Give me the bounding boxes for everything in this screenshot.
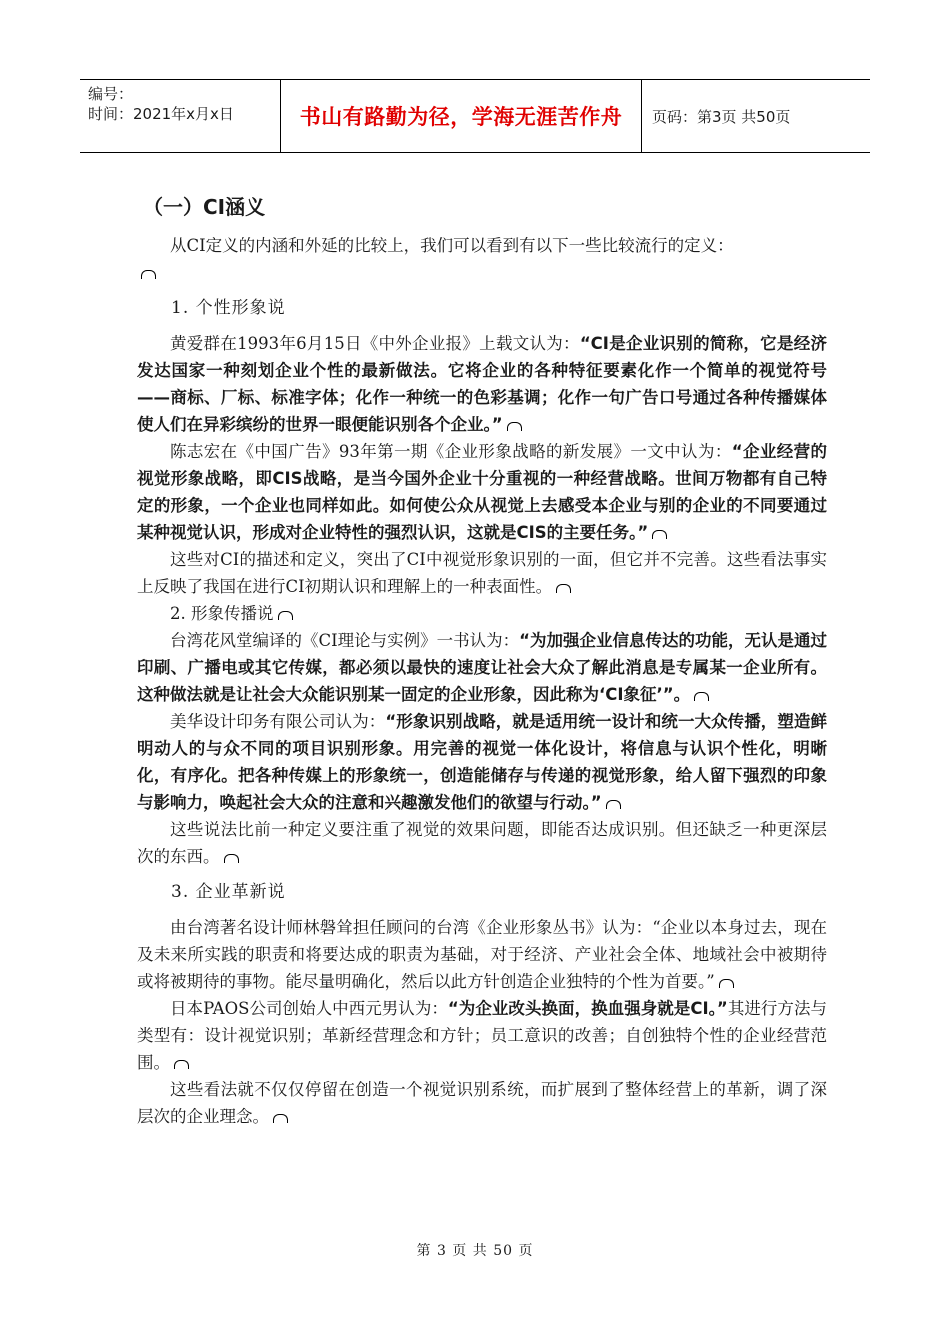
paragraph-mark-icon: [556, 584, 571, 593]
paragraph-5: [137, 708, 827, 816]
paragraph-1-quote: “CI是企业识别的简称，它是经济发达国家一种刻划企业个性的最新做法。它将企业的各种特征要素化作一个简单的视觉符号——商标、厂标、标准字体；化作一种统一的色彩基调；化作一句广告口号通过各种传播媒体使人们在异彩缤纷的世界一眼便能识别各个企业。”: [137, 334, 827, 434]
paragraph-2: [137, 438, 827, 546]
paragraph-mark-icon: [273, 1114, 288, 1123]
intro-text: 从CI定义的内涵和外延的比较上，我们可以看到有以下一些比较流行的定义：: [170, 236, 734, 255]
paragraph-3: [137, 546, 827, 600]
subsection-title-2-text: 2. 形象传播说: [170, 604, 274, 623]
paragraph-6: [137, 816, 827, 870]
intro-paragraph: [137, 232, 827, 259]
header-page-info: 页码：第3页 共50页: [652, 107, 791, 126]
paragraph-6-text: 这些说法比前一种定义要注重了视觉的效果问题，即能否达成识别。但还缺乏一种更深层次的东西。: [137, 820, 827, 866]
paragraph-8-quote: “为企业改头换面，换血强身就是CI。”: [447, 999, 728, 1018]
paragraph-9-text: 这些看法就不仅仅停留在创造一个视觉识别系统，而扩展到了整体经营上的革新，调了深层次的企业理念。: [137, 1080, 827, 1126]
paragraph-mark-icon: [141, 270, 156, 279]
paragraph-8: [137, 995, 827, 1076]
paragraph-mark-icon: [694, 692, 709, 701]
paragraph-mark-icon: [278, 611, 293, 620]
paragraph-mark-row: [137, 259, 827, 286]
header-meta: [80, 80, 280, 152]
time-label: 时间：2021年x月x日: [88, 105, 234, 123]
paragraph-2-quote: “企业经营的视觉形象战略，即CIS战略，是当今国外企业十分重视的一种经营战略。世间万物都有自己特定的形象，一个企业也同样如此。如何使公众从视觉上去感受本企业与别的企业的不同要通过某种视觉认识，形成对企业特性的强烈认识，这就是CIS的主要任务。”: [137, 442, 827, 542]
paragraph-2-text: 陈志宏在《中国广告》93年第一期《企业形象战略的新发展》一文中认为：: [170, 442, 732, 461]
paragraph-5-text: 美华设计印务有限公司认为：: [170, 712, 386, 731]
paragraph-1: [137, 330, 827, 438]
page-header: [80, 79, 870, 153]
subsection-title-2: [137, 600, 827, 627]
paragraph-7-text: 由台湾著名设计师林磐耸担任顾问的台湾《企业形象丛书》认为：“企业以本身过去，现在及未来所实践的职责和将要达成的职责为基础，对于经济、产业社会全体、地域社会中被期待或将被期待的事物。能尽量明确化，然后以此方针创造企业独特的个性为首要。”: [137, 918, 827, 991]
header-motto: 书山有路勤为径，学海无涯苦作舟: [280, 80, 642, 152]
paragraph-8-text-2: 其进行方法与类型有：设计视觉识别；革新经营理念和方针；员工意识的改善；自创独特个性的企业经营范围。: [137, 999, 828, 1072]
paragraph-3-text: 这些对CI的描述和定义，突出了CI中视觉形象识别的一面，但它并不完善。这些看法事实上反映了我国在进行CI初期认识和理解上的一种表面性。: [137, 550, 827, 596]
number-label: 编号：: [88, 85, 134, 103]
subsection-title-3: 3. 企业革新说: [171, 882, 286, 902]
paragraph-1-text: 黄爱群在1993年6月15日《中外企业报》上载文认为：: [170, 334, 580, 353]
paragraph-8-text: 日本PAOS公司创始人中西元男认为：: [170, 999, 448, 1018]
paragraph-mark-icon: [507, 422, 522, 431]
paragraph-mark-icon: [606, 800, 621, 809]
paragraph-5-quote: “形象识别战略，就是适用统一设计和统一大众传播，塑造鲜明动人的与众不同的项目识别形象。用完善的视觉一体化设计，将信息与认识个性化，明晰化，有序化。把各种传媒上的形象统一，创造能储存与传递的视觉形象，给人留下强烈的印象与影响力，唤起社会大众的注意和兴趣激发他们的欲望与行动。”: [137, 712, 827, 812]
paragraph-9: [137, 1076, 827, 1130]
paragraph-4-quote: “为加强企业信息传达的功能，无认是通过印刷、广播电或其它传媒，都必须以最快的速度让社会大众了解此消息是专属某一企业所有。这种做法就是让社会大众能识别某一固定的企业形象，因此称为‘CI象征’”。: [137, 631, 828, 704]
paragraph-mark-icon: [652, 530, 667, 539]
paragraph-mark-icon: [719, 979, 734, 988]
paragraph-mark-icon: [224, 854, 239, 863]
paragraph-4-text: 台湾花风堂编译的《CI理论与实例》一书认为：: [170, 631, 520, 650]
page-footer: 第 3 页 共 50 页: [416, 1243, 534, 1259]
paragraph-7: [137, 914, 827, 995]
paragraph-mark-icon: [174, 1060, 189, 1069]
subsection-title-1: 1. 个性形象说: [171, 298, 286, 318]
section-heading: （一）CI涵义: [143, 195, 266, 219]
document-body: [137, 192, 827, 1130]
paragraph-4: [137, 627, 827, 708]
